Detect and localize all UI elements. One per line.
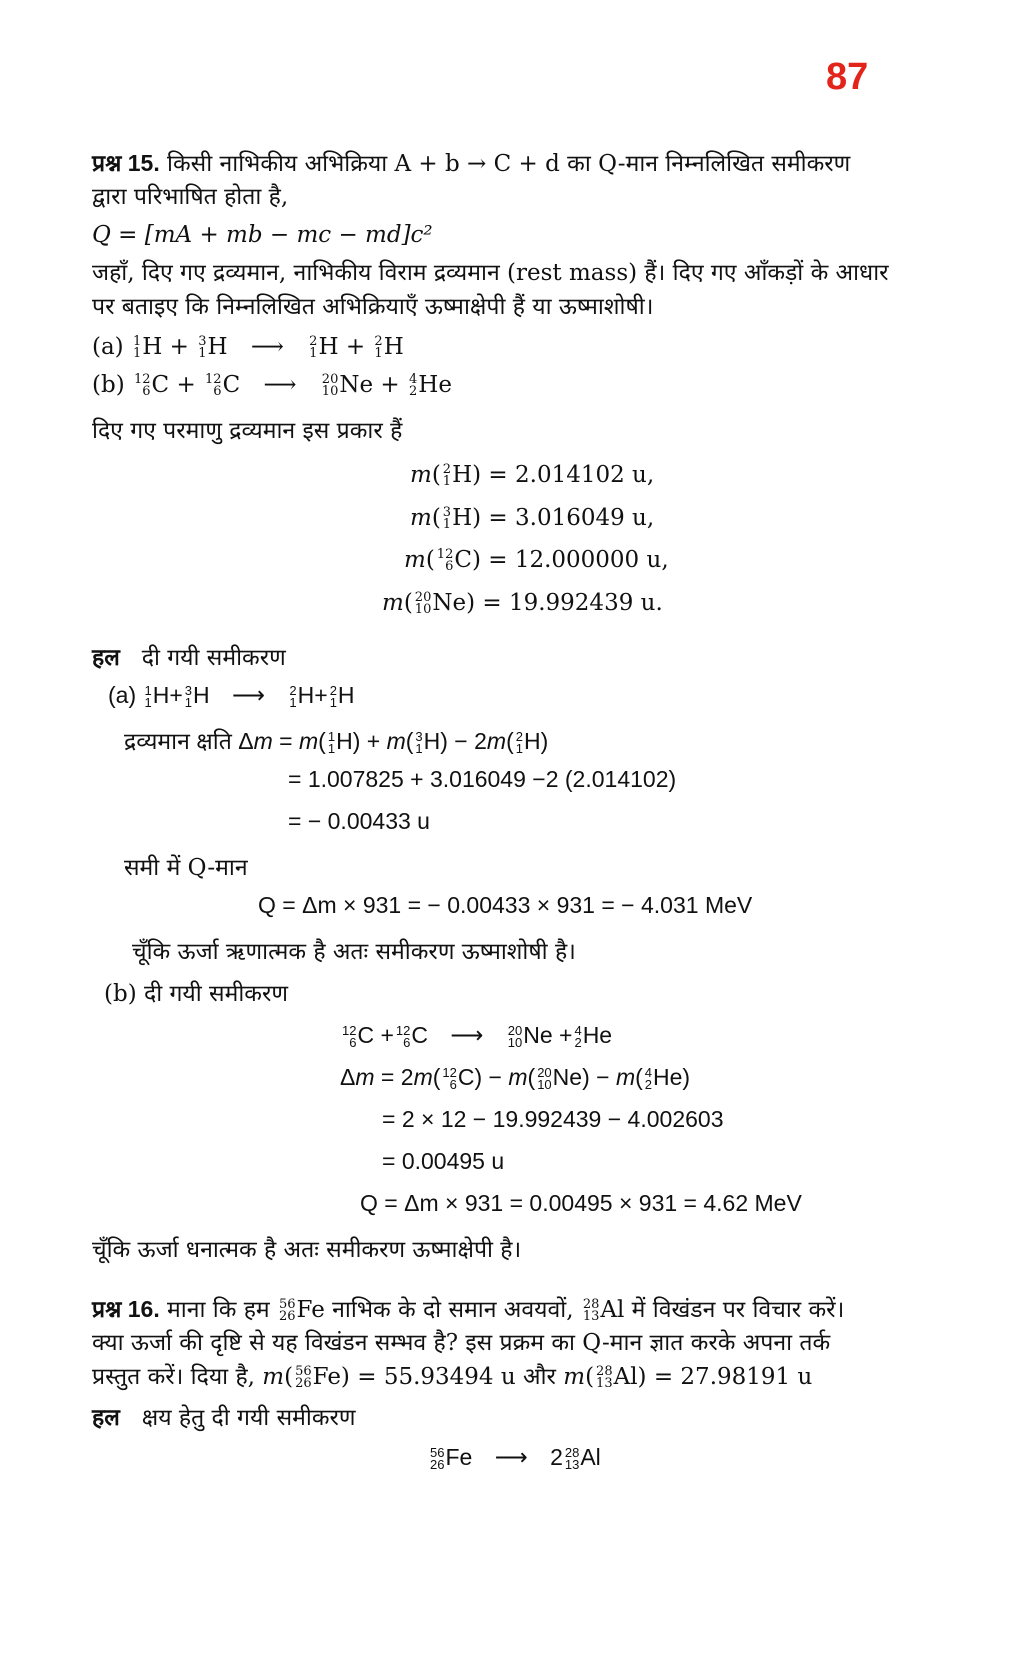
mass-defect-b-step2: = 0.00495 u: [382, 1148, 505, 1174]
sol15-heading: हल दी गयी समीकरण: [92, 644, 286, 671]
mass-defect-b: Δm = 2m( 12 6 C) − m( 20 10 Ne) − m( 4 2 He): [340, 1064, 691, 1092]
q15-line4: पर बताइए कि निम्नलिखित अभिक्रियाएँ ऊष्माक्षेपी हैं या ऊष्माशोषी।: [92, 294, 654, 320]
page-number: 87: [826, 56, 869, 98]
conclusion-a: चूँकि ऊर्जा ऋणात्मक है अतः समीकरण ऊष्माशोषी है।: [132, 939, 576, 965]
mass-defect-step1: = 1.007825 + 3.016049 −2 (2.014102): [288, 766, 677, 792]
q15-line1-text: किसी नाभिकीय अभिक्रिया A + b → C + d का Q-मान निम्नलिखित समीकरण: [167, 151, 851, 177]
mass-ne20: m( 20 10 Ne) = 19.992439 u.: [382, 590, 663, 617]
q15-option-a: (a) 1 1 H + 3 1 H ⟶ 2 1 H + 2 1 H: [92, 334, 404, 361]
sol15-b-equation: 12 6 C + 12 6 C ⟶ 20 10 Ne + 4 2 He: [342, 1022, 613, 1050]
q15-label: प्रश्न 15.: [92, 150, 160, 176]
q-value-a: Q = Δm × 931 = − 0.00433 × 931 = − 4.031 MeV: [258, 892, 753, 918]
mass-defect-b-step1: = 2 × 12 − 19.992439 − 4.002603: [382, 1106, 724, 1132]
atomic-masses-intro: दिए गए परमाणु द्रव्यमान इस प्रकार हैं: [92, 418, 403, 444]
sol16-heading: हल क्षय हेतु दी गयी समीकरण: [92, 1404, 356, 1431]
mass-defect-step2: = − 0.00433 u: [288, 808, 430, 834]
sol15-b-heading: (b) दी गयी समीकरण: [104, 981, 288, 1007]
sol15-a-equation: (a) 1 1 H+ 3 1 H ⟶ 2 1 H+ 2 1 H: [108, 682, 355, 710]
q16-line3: प्रस्तुत करें। दिया है, m( 56 26 Fe) = 55.93494 u और m( 28 13 Al) = 27.98191 u: [92, 1364, 813, 1391]
mass-h2: m( 2 1 H) = 2.014102 u,: [410, 462, 655, 489]
mass-defect-a: द्रव्यमान क्षति Δm = m( 1 1 H) + m( 3 1 H) − 2m( 2 1 H): [124, 728, 549, 756]
q15-line2: द्वारा परिभाषित होता है,: [92, 184, 289, 210]
q15-line1: [92, 146, 952, 181]
q15-option-b: (b) 12 6 C + 12 6 C ⟶ 20 10 Ne + 4 2 He: [92, 372, 452, 399]
q16-line1: प्रश्न 16. माना कि हम 56 26 Fe नाभिक के दो समान अवयवों, 28 13 Al में विखंडन पर विचार करें।: [92, 1296, 845, 1324]
conclusion-b: चूँकि ऊर्जा धनात्मक है अतः समीकरण ऊष्माक्षेपी है।: [92, 1237, 522, 1263]
mass-h3: m( 3 1 H) = 3.016049 u,: [410, 505, 655, 532]
q16-line2: क्या ऊर्जा की दृष्टि से यह विखंडन सम्भव है? इस प्रक्रम का Q-मान ज्ञात करके अपना तर्क: [92, 1330, 831, 1356]
q-value-b: Q = Δm × 931 = 0.00495 × 931 = 4.62 MeV: [360, 1190, 802, 1216]
q15-line3: जहाँ, दिए गए द्रव्यमान, नाभिकीय विराम द्रव्यमान (rest mass) हैं। दिए गए आँकड़ों के आधार: [92, 260, 889, 286]
q-value-label: समी में Q-मान: [124, 855, 248, 881]
q15-formula: Q = [mA + mb − mc − md]c²: [92, 222, 433, 248]
sol16-equation: 56 26 Fe ⟶ 2 28 13 Al: [430, 1444, 601, 1472]
mass-c12: m( 12 6 C) = 12.000000 u,: [404, 547, 669, 574]
